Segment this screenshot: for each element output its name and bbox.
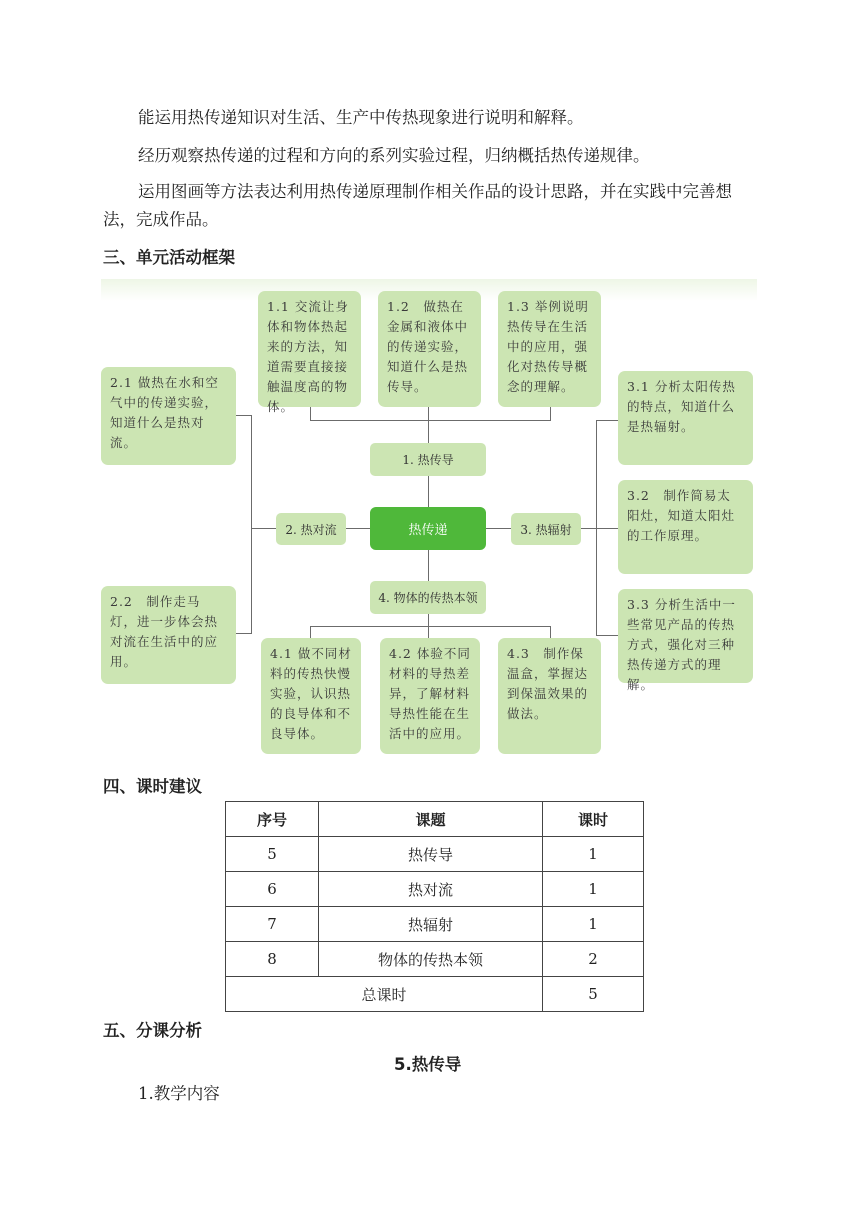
section-heading-5: 五、分课分析 bbox=[103, 1021, 202, 1040]
activity-box-1-2: 1.2 做热在金属和液体中的传递实验，知道什么是热传导。 bbox=[378, 291, 481, 407]
header-topic: 课题 bbox=[319, 802, 543, 837]
cell-index: 7 bbox=[226, 907, 319, 942]
lesson-title: 5.热传导 bbox=[394, 1055, 462, 1074]
connector-line bbox=[251, 415, 252, 633]
connector-line bbox=[236, 415, 252, 416]
section-heading-4: 四、课时建议 bbox=[103, 777, 202, 796]
branch-label-heat-transfer-ability: 4. 物体的传热本领 bbox=[370, 581, 486, 614]
activity-box-2-1: 2.1 做热在水和空气中的传递实验，知道什么是热对流。 bbox=[101, 367, 236, 465]
cell-index: 5 bbox=[226, 837, 319, 872]
table-row bbox=[226, 872, 644, 907]
center-node-heat-transfer: 热传递 bbox=[370, 507, 486, 550]
connector-line bbox=[428, 407, 429, 421]
section-heading-3: 三、单元活动框架 bbox=[103, 248, 235, 267]
activity-framework-diagram bbox=[101, 279, 757, 755]
cell-topic: 热传导 bbox=[319, 837, 543, 872]
table-row bbox=[226, 837, 644, 872]
connector-line bbox=[550, 626, 551, 638]
list-item-teaching-content: 1.教学内容 bbox=[138, 1084, 220, 1103]
cell-hours: 1 bbox=[543, 872, 644, 907]
cell-total-value: 5 bbox=[543, 977, 644, 1012]
connector-line bbox=[310, 626, 550, 627]
branch-label-convection: 2. 热对流 bbox=[276, 513, 346, 545]
activity-box-4-1: 4.1 做不同材料的传热快慢实验，认识热的良导体和不良导体。 bbox=[261, 638, 361, 754]
cell-hours: 1 bbox=[543, 837, 644, 872]
table-row bbox=[226, 907, 644, 942]
header-hours: 课时 bbox=[543, 802, 644, 837]
header-index: 序号 bbox=[226, 802, 319, 837]
lesson-hours-table bbox=[225, 801, 644, 1012]
paragraph-3-line-2: 法，完成作品。 bbox=[103, 210, 219, 229]
paragraph-2: 经历观察热传递的过程和方向的系列实验过程，归纳概括热传递规律。 bbox=[138, 146, 650, 165]
cell-hours: 2 bbox=[543, 942, 644, 977]
cell-index: 8 bbox=[226, 942, 319, 977]
table-total-row bbox=[226, 977, 644, 1012]
activity-box-4-3: 4.3 制作保温盒，掌握达到保温效果的做法。 bbox=[498, 638, 601, 754]
cell-index: 6 bbox=[226, 872, 319, 907]
activity-box-3-2: 3.2 制作简易太阳灶，知道太阳灶的工作原理。 bbox=[618, 480, 753, 574]
cell-topic: 物体的传热本领 bbox=[319, 942, 543, 977]
cell-topic: 热辐射 bbox=[319, 907, 543, 942]
activity-box-2-2: 2.2 制作走马灯，进一步体会热对流在生活中的应用。 bbox=[101, 586, 236, 684]
connector-line bbox=[550, 407, 551, 421]
connector-line bbox=[596, 420, 618, 421]
table-row bbox=[226, 942, 644, 977]
paragraph-3-line-1: 运用图画等方法表达利用热传递原理制作相关作品的设计思路，并在实践中完善想 bbox=[138, 182, 732, 201]
connector-line bbox=[310, 626, 311, 638]
branch-label-conduction: 1. 热传导 bbox=[370, 443, 486, 476]
activity-box-1-1: 1.1 交流让身体和物体热起来的方法，知道需要直接接触温度高的物体。 bbox=[258, 291, 361, 407]
branch-label-radiation: 3. 热辐射 bbox=[511, 513, 581, 545]
cell-topic: 热对流 bbox=[319, 872, 543, 907]
paragraph-1: 能运用热传递知识对生活、生产中传热现象进行说明和解释。 bbox=[138, 108, 584, 127]
table-header-row bbox=[226, 802, 644, 837]
connector-line bbox=[310, 420, 550, 421]
activity-box-1-3: 1.3 举例说明热传导在生活中的应用，强化对热传导概念的理解。 bbox=[498, 291, 601, 407]
connector-line bbox=[596, 635, 618, 636]
connector-line bbox=[236, 633, 252, 634]
cell-total-label: 总课时 bbox=[226, 977, 543, 1012]
activity-box-3-3: 3.3 分析生活中一些常见产品的传热方式，强化对三种热传递方式的理解。 bbox=[618, 589, 753, 683]
activity-box-3-1: 3.1 分析太阳传热的特点，知道什么是热辐射。 bbox=[618, 371, 753, 465]
cell-hours: 1 bbox=[543, 907, 644, 942]
activity-box-4-2: 4.2 体验不同材料的导热差异，了解材料导热性能在生活中的应用。 bbox=[380, 638, 480, 754]
connector-line bbox=[310, 407, 311, 421]
